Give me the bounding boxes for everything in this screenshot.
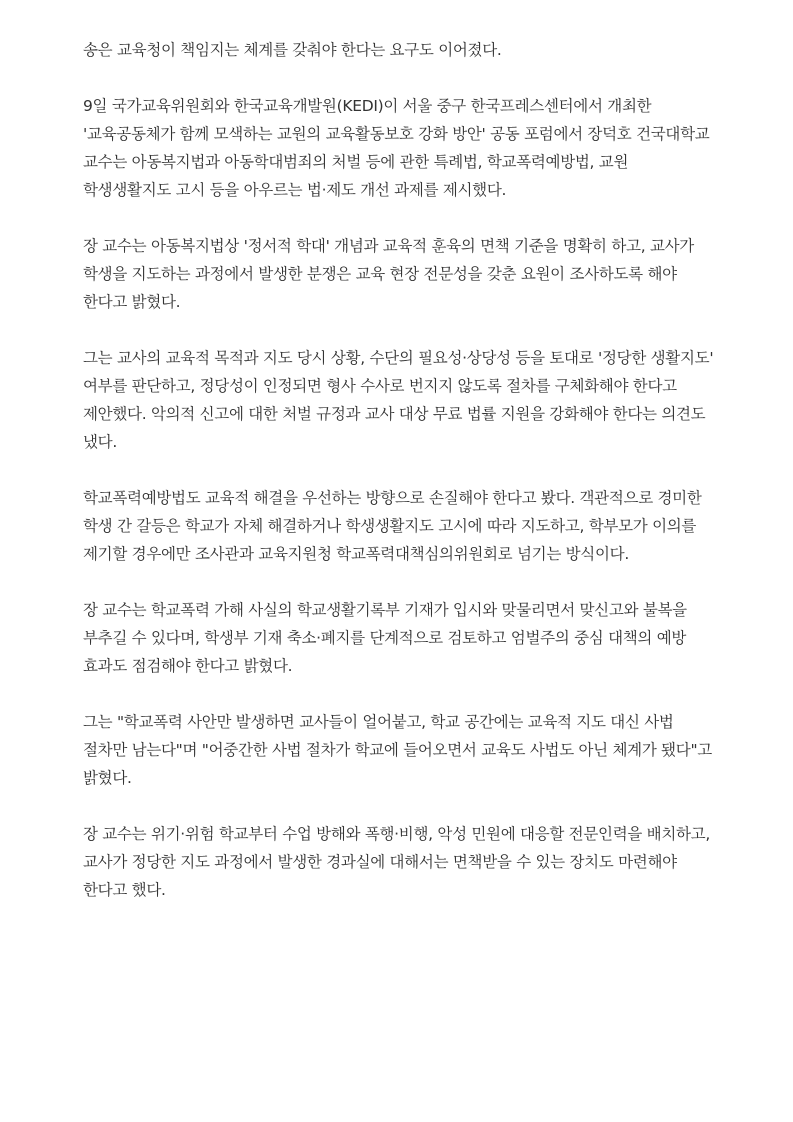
article-paragraph-4: 그는 교사의 교육적 목적과 지도 당시 상황, 수단의 필요성·상당성 등을 토대로 '정당한 생활지도' 여부를 판단하고, 정당성이 인정되면 형사 수사로 번지지 않도록 절차를 구체화해야 한다고 제안했다. 악의적 신고에 대한 처벌 규정과 교사 대상 무료 법률 지원을 강화해야 한다는 의견도 냈다.	[83, 349, 714, 451]
article-paragraph-7: 그는 "학교폭력 사안만 발생하면 교사들이 얼어붙고, 학교 공간에는 교육적 지도 대신 사법 절차만 남는다"며 "어중간한 사법 절차가 학교에 들어오면서 교육도 사법도 아닌 체계가 됐다"고 밝혔다.	[83, 713, 712, 787]
article-paragraph-6: 장 교수는 학교폭력 가해 사실의 학교생활기록부 기재가 입시와 맞물리면서 맞신고와 불복을 부추길 수 있다며, 학생부 기재 축소·폐지를 단계적으로 검토하고 엄벌주의 중심 대책의 예방 효과도 점검해야 한다고 밝혔다.	[83, 601, 687, 675]
article-paragraph-8: 장 교수는 위기·위험 학교부터 수업 방해와 폭행·비행, 악성 민원에 대응할 전문인력을 배치하고, 교사가 정당한 지도 과정에서 발생한 경과실에 대해서는 면책받을 수 있는 장치도 마련해야 한다고 했다.	[83, 825, 710, 899]
article-paragraph-3: 장 교수는 아동복지법상 '정서적 학대' 개념과 교육적 훈육의 면책 기준을 명확히 하고, 교사가 학생을 지도하는 과정에서 발생한 분쟁은 교육 현장 전문성을 갖춘 요원이 조사하도록 해야 한다고 밝혔다.	[83, 237, 694, 311]
article-body	[83, 36, 719, 932]
article-paragraph-2: 9일 국가교육위원회와 한국교육개발원(KEDI)이 서울 중구 한국프레스센터에서 개최한 '교육공동체가 함께 모색하는 교원의 교육활동보호 강화 방안' 공동 포럼에서 장덕호 건국대학교 교수는 아동복지법과 아동학대범죄의 처벌 등에 관한 특례법, 학교폭력예방법, 교원 학생생활지도 고시 등을 아우르는 법·제도 개선 과제를 제시했다.	[83, 97, 710, 199]
article-paragraph-5: 학교폭력예방법도 교육적 해결을 우선하는 방향으로 손질해야 한다고 봤다. 객관적으로 경미한 학생 간 갈등은 학교가 자체 해결하거나 학생생활지도 고시에 따라 지도하고, 학부모가 이의를 제기할 경우에만 조사관과 교육지원청 학교폭력대책심의위원회로 넘기는 방식이다.	[83, 489, 702, 563]
article-paragraph-1: 송은 교육청이 책임지는 체계를 갖춰야 한다는 요구도 이어졌다.	[83, 41, 502, 59]
